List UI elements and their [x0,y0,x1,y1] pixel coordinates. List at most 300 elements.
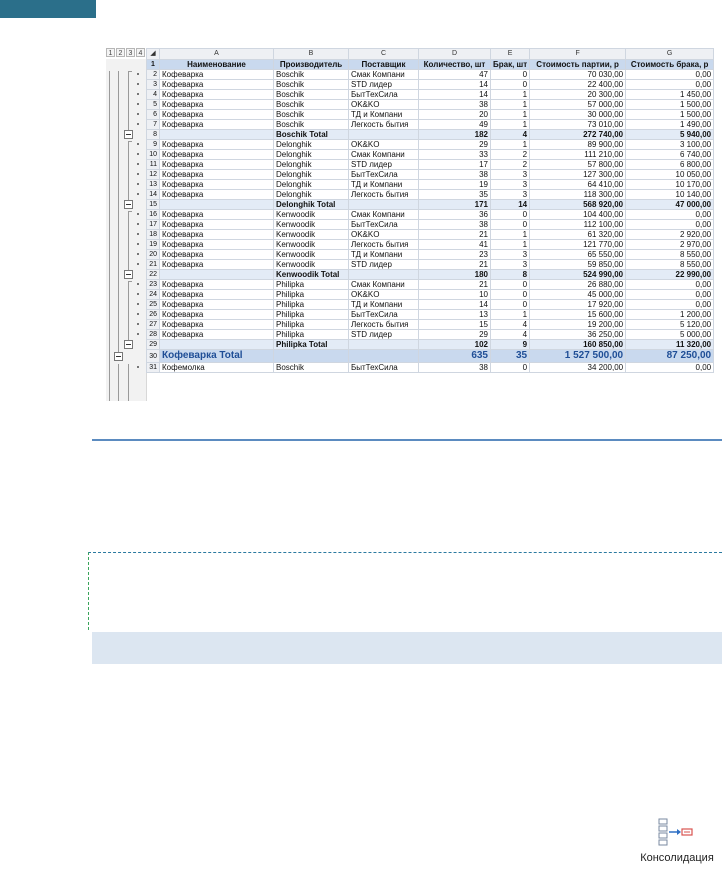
row-number[interactable]: 8 [147,130,160,140]
cell-f[interactable]: 118 300,00 [530,190,626,200]
row-number[interactable]: 1 [147,60,160,70]
cell-g[interactable]: 47 000,00 [626,200,714,210]
outline-detail-marker [137,263,139,265]
cell-g[interactable]: 2 920,00 [626,230,714,240]
cell-d[interactable]: 41 [419,240,491,250]
cell-a[interactable] [160,130,274,140]
cell-c[interactable]: БытТехСила [349,310,419,320]
outline-level-2-button[interactable]: 2 [116,48,125,57]
cell-f[interactable]: 64 410,00 [530,180,626,190]
cell-c[interactable]: Легкость бытия [349,320,419,330]
cell-c[interactable] [349,350,419,363]
cell-e[interactable]: 1 [491,110,530,120]
cell-f[interactable]: 57 800,00 [530,160,626,170]
cell-b[interactable]: Boschik [274,100,349,110]
field-header[interactable]: Производитель [274,60,349,70]
cell-a[interactable]: Кофеварка [160,280,274,290]
row-number[interactable]: 11 [147,160,160,170]
table-row [147,100,714,110]
cell-c[interactable] [349,270,419,280]
cell-a[interactable]: Кофеварка [160,80,274,90]
cell-d[interactable]: 21 [419,260,491,270]
cell-d[interactable]: 33 [419,150,491,160]
cell-d[interactable]: 23 [419,250,491,260]
cell-g[interactable]: 3 100,00 [626,140,714,150]
outline-detail-marker [137,193,139,195]
cell-b[interactable]: Philipka [274,330,349,340]
cell-d[interactable]: 21 [419,230,491,240]
cell-b[interactable]: Delonghik [274,190,349,200]
table-row [147,140,714,150]
cell-f[interactable]: 36 250,00 [530,330,626,340]
cell-a[interactable]: Кофеварка [160,260,274,270]
cell-e[interactable]: 4 [491,130,530,140]
cell-e[interactable]: 3 [491,250,530,260]
cell-f[interactable]: 15 600,00 [530,310,626,320]
outline-group-bar [128,141,129,200]
cell-b[interactable]: Boschik [274,90,349,100]
cell-c[interactable]: Смак Компани [349,210,419,220]
cell-a[interactable]: Кофеварка [160,190,274,200]
column-header-b[interactable]: B [274,49,349,60]
cell-d[interactable]: 14 [419,300,491,310]
consolidation-button[interactable] [632,818,722,866]
outline-collapse-button-level-3[interactable] [124,200,133,209]
outline-collapse-button-level-3[interactable] [124,270,133,279]
cell-d[interactable]: 38 [419,170,491,180]
cell-d[interactable]: 14 [419,90,491,100]
cell-d[interactable]: 17 [419,160,491,170]
cell-a[interactable]: Кофеварка [160,140,274,150]
cell-f[interactable]: 20 300,00 [530,90,626,100]
table-row [147,220,714,230]
field-header[interactable]: Поставщик [349,60,419,70]
cell-a[interactable]: Кофеварка [160,120,274,130]
cell-a[interactable]: Кофеварка [160,150,274,160]
cell-c[interactable]: Смак Компани [349,150,419,160]
cell-f[interactable]: 45 000,00 [530,290,626,300]
outline-detail-marker [137,303,139,305]
cell-a[interactable]: Кофеварка [160,170,274,180]
outline-detail-marker [137,83,139,85]
cell-c[interactable] [349,200,419,210]
cell-b[interactable]: Delonghik [274,140,349,150]
table-row [147,90,714,100]
cell-g[interactable]: 10 050,00 [626,170,714,180]
cell-g[interactable]: 10 140,00 [626,190,714,200]
cell-g[interactable]: 0,00 [626,70,714,80]
cell-f[interactable]: 1 527 500,00 [530,350,626,363]
row-number[interactable]: 24 [147,290,160,300]
cell-g[interactable]: 11 320,00 [626,340,714,350]
cell-g[interactable]: 1 500,00 [626,110,714,120]
cell-f[interactable]: 65 550,00 [530,250,626,260]
cell-b[interactable]: Kenwoodik Total [274,270,349,280]
cell-a[interactable]: Кофеварка [160,100,274,110]
cell-e[interactable]: 14 [491,200,530,210]
row-number[interactable]: 15 [147,200,160,210]
cell-g[interactable]: 5 000,00 [626,330,714,340]
row-number[interactable]: 23 [147,280,160,290]
cell-b[interactable]: Kenwoodik [274,250,349,260]
cell-a[interactable] [160,340,274,350]
cell-c[interactable]: STD лидер [349,330,419,340]
cell-g[interactable]: 0,00 [626,300,714,310]
cell-e[interactable]: 3 [491,180,530,190]
outline-collapse-button-level-3[interactable] [124,130,133,139]
outline-collapse-button-level-3[interactable] [124,340,133,349]
outline-group-tick [128,281,132,282]
row-number[interactable]: 28 [147,330,160,340]
cell-g[interactable]: 8 550,00 [626,260,714,270]
cell-f[interactable]: 104 400,00 [530,210,626,220]
cell-f[interactable]: 59 850,00 [530,260,626,270]
table-row [147,160,714,170]
row-number[interactable]: 3 [147,80,160,90]
cell-c[interactable] [349,130,419,140]
cell-g[interactable]: 10 170,00 [626,180,714,190]
cell-a[interactable] [160,270,274,280]
outline-detail-marker [137,123,139,125]
consolidate-icon [657,818,697,848]
row-number[interactable]: 2 [147,70,160,80]
row-number[interactable]: 21 [147,260,160,270]
outline-gutter [106,59,147,401]
cell-g[interactable]: 0,00 [626,290,714,300]
row-number[interactable]: 25 [147,300,160,310]
cell-d[interactable]: 38 [419,100,491,110]
cell-g[interactable]: 22 990,00 [626,270,714,280]
cell-b[interactable]: Philipka [274,300,349,310]
cell-e[interactable]: 0 [491,80,530,90]
cell-g[interactable]: 5 940,00 [626,130,714,140]
field-header[interactable]: Брак, шт [491,60,530,70]
column-header-a[interactable]: A [160,49,274,60]
cell-g[interactable]: 1 200,00 [626,310,714,320]
cell-c[interactable]: ТД и Компани [349,300,419,310]
cell-c[interactable]: Смак Компани [349,280,419,290]
cell-a[interactable]: Кофеварка [160,310,274,320]
cell-e[interactable]: 9 [491,340,530,350]
cell-a[interactable]: Кофеварка [160,290,274,300]
field-header[interactable]: Стоимость партии, р [530,60,626,70]
cell-b[interactable]: Delonghik [274,160,349,170]
row-number[interactable]: 31 [147,363,160,373]
row-number[interactable]: 9 [147,140,160,150]
row-number[interactable]: 10 [147,150,160,160]
cell-d[interactable]: 35 [419,190,491,200]
cell-g[interactable]: 0,00 [626,363,714,373]
cell-d[interactable]: 47 [419,70,491,80]
cell-b[interactable]: Boschik [274,110,349,120]
cell-f[interactable]: 73 010,00 [530,120,626,130]
cell-d[interactable]: 29 [419,330,491,340]
cell-b[interactable]: Delonghik [274,150,349,160]
cell-d[interactable]: 635 [419,350,491,363]
cell-a[interactable]: Кофеварка [160,180,274,190]
row-number[interactable]: 29 [147,340,160,350]
cell-f[interactable]: 121 770,00 [530,240,626,250]
cell-g[interactable]: 87 250,00 [626,350,714,363]
cell-b[interactable]: Kenwoodik [274,260,349,270]
row-number[interactable]: 18 [147,230,160,240]
cell-g[interactable]: 6 740,00 [626,150,714,160]
cell-b[interactable]: Boschik Total [274,130,349,140]
cell-c[interactable]: STD лидер [349,80,419,90]
cell-d[interactable]: 19 [419,180,491,190]
row-number[interactable]: 7 [147,120,160,130]
cell-a[interactable]: Кофеварка [160,230,274,240]
cell-b[interactable]: Kenwoodik [274,240,349,250]
cell-e[interactable]: 0 [491,280,530,290]
cell-f[interactable]: 111 210,00 [530,150,626,160]
table-row [147,330,714,340]
cell-a[interactable]: Кофеварка [160,330,274,340]
cell-c[interactable]: OK&KO [349,230,419,240]
row-number[interactable]: 4 [147,90,160,100]
cell-e[interactable]: 1 [491,120,530,130]
cell-c[interactable]: STD лидер [349,260,419,270]
cell-d[interactable]: 13 [419,310,491,320]
cell-f[interactable]: 19 200,00 [530,320,626,330]
column-header-c[interactable]: C [349,49,419,60]
cell-c[interactable]: БытТехСила [349,170,419,180]
cell-b[interactable]: Philipka [274,310,349,320]
cell-a[interactable]: Кофеварка [160,300,274,310]
outline-level-1-button[interactable]: 1 [106,48,115,57]
cell-b[interactable]: Boschik [274,80,349,90]
cell-f[interactable]: 26 880,00 [530,280,626,290]
outline-level-3-button[interactable]: 3 [126,48,135,57]
column-header-f[interactable]: F [530,49,626,60]
cell-g[interactable]: 1 450,00 [626,90,714,100]
field-header[interactable]: Количество, шт [419,60,491,70]
cell-b[interactable]: Boschik [274,120,349,130]
shaded-band [92,632,722,664]
table-row [147,150,714,160]
cell-f[interactable]: 34 200,00 [530,363,626,373]
row-number[interactable]: 26 [147,310,160,320]
cell-b[interactable]: Kenwoodik [274,210,349,220]
cell-b[interactable]: Philipka [274,320,349,330]
cell-d[interactable]: 38 [419,220,491,230]
row-number[interactable]: 6 [147,110,160,120]
outline-collapse-button-level-2[interactable] [114,352,123,361]
cell-e[interactable]: 3 [491,260,530,270]
cell-d[interactable]: 182 [419,130,491,140]
cell-g[interactable]: 1 490,00 [626,120,714,130]
cell-e[interactable]: 35 [491,350,530,363]
cell-c[interactable]: OK&KO [349,290,419,300]
cell-f[interactable]: 127 300,00 [530,170,626,180]
cell-b[interactable]: Delonghik [274,180,349,190]
cell-e[interactable]: 8 [491,270,530,280]
cell-d[interactable]: 15 [419,320,491,330]
cell-d[interactable]: 49 [419,120,491,130]
cell-a[interactable]: Кофеварка Total [160,350,274,363]
cell-e[interactable]: 4 [491,330,530,340]
cell-c[interactable]: БытТехСила [349,90,419,100]
cell-c[interactable]: Смак Компани [349,70,419,80]
cell-e[interactable]: 0 [491,363,530,373]
outline-detail-marker [137,163,139,165]
cell-a[interactable]: Кофеварка [160,90,274,100]
cell-f[interactable]: 272 740,00 [530,130,626,140]
cell-b[interactable]: Boschik [274,70,349,80]
outline-detail-marker [137,313,139,315]
cell-b[interactable]: Kenwoodik [274,220,349,230]
column-header-g[interactable]: G [626,49,714,60]
cell-b[interactable]: Kenwoodik [274,230,349,240]
cell-c[interactable]: OK&KO [349,100,419,110]
row-number[interactable]: 12 [147,170,160,180]
cell-f[interactable]: 17 920,00 [530,300,626,310]
table-row [147,240,714,250]
cell-g[interactable]: 0,00 [626,280,714,290]
cell-c[interactable]: БытТехСила [349,220,419,230]
row-number[interactable]: 22 [147,270,160,280]
cell-d[interactable]: 14 [419,80,491,90]
cell-d[interactable]: 10 [419,290,491,300]
row-number[interactable]: 16 [147,210,160,220]
row-number[interactable]: 14 [147,190,160,200]
cell-c[interactable]: STD лидер [349,160,419,170]
table-row [147,190,714,200]
cell-g[interactable]: 8 550,00 [626,250,714,260]
column-header-e[interactable]: E [491,49,530,60]
field-header[interactable]: Наименование [160,60,274,70]
cell-c[interactable]: ТД и Компани [349,250,419,260]
cell-b[interactable]: Boschik [274,363,349,373]
cell-c[interactable]: ТД и Компани [349,180,419,190]
cell-d[interactable]: 180 [419,270,491,280]
row-number[interactable]: 20 [147,250,160,260]
cell-e[interactable]: 3 [491,170,530,180]
outline-detail-marker [137,153,139,155]
cell-f[interactable]: 70 030,00 [530,70,626,80]
row-number[interactable]: 27 [147,320,160,330]
cell-c[interactable]: БытТехСила [349,363,419,373]
cell-e[interactable]: 2 [491,150,530,160]
cell-e[interactable]: 0 [491,290,530,300]
cell-g[interactable]: 0,00 [626,210,714,220]
row-number[interactable]: 5 [147,100,160,110]
cell-e[interactable]: 1 [491,90,530,100]
row-number[interactable]: 30 [147,350,160,363]
outline-group-bar [128,211,129,270]
cell-c[interactable]: Легкость бытия [349,190,419,200]
cell-d[interactable]: 38 [419,363,491,373]
outline-detail-marker [137,73,139,75]
cell-b[interactable]: Philipka [274,290,349,300]
cell-a[interactable]: Кофеварка [160,240,274,250]
cell-f[interactable]: 524 990,00 [530,270,626,280]
cell-a[interactable]: Кофеварка [160,220,274,230]
cell-e[interactable]: 3 [491,190,530,200]
cell-b[interactable]: Delonghik Total [274,200,349,210]
cell-a[interactable]: Кофемолка [160,363,274,373]
cell-e[interactable]: 0 [491,300,530,310]
select-all-corner[interactable]: ◢ [147,49,160,60]
cell-b[interactable]: Philipka [274,280,349,290]
cell-c[interactable]: ТД и Компани [349,110,419,120]
outline-group-tick [128,141,132,142]
cell-c[interactable]: OK&KO [349,140,419,150]
cell-e[interactable]: 4 [491,320,530,330]
cell-b[interactable]: Philipka Total [274,340,349,350]
outline-group-bar [128,364,129,401]
cell-a[interactable]: Кофеварка [160,110,274,120]
cell-g[interactable]: 0,00 [626,80,714,90]
outline-group-bar [128,71,129,130]
cell-e[interactable]: 1 [491,140,530,150]
cell-g[interactable]: 0,00 [626,220,714,230]
cell-f[interactable]: 112 100,00 [530,220,626,230]
cell-a[interactable]: Кофеварка [160,70,274,80]
cell-e[interactable]: 1 [491,230,530,240]
cell-e[interactable]: 0 [491,220,530,230]
cell-c[interactable]: Легкость бытия [349,240,419,250]
cell-g[interactable]: 1 500,00 [626,100,714,110]
column-header-d[interactable]: D [419,49,491,60]
outline-detail-marker [137,103,139,105]
cell-d[interactable]: 171 [419,200,491,210]
cell-e[interactable]: 0 [491,210,530,220]
row-number[interactable]: 17 [147,220,160,230]
cell-g[interactable]: 5 120,00 [626,320,714,330]
cell-a[interactable]: Кофеварка [160,210,274,220]
cell-b[interactable]: Delonghik [274,170,349,180]
cell-f[interactable]: 89 900,00 [530,140,626,150]
cell-d[interactable]: 29 [419,140,491,150]
cell-a[interactable]: Кофеварка [160,250,274,260]
cell-d[interactable]: 102 [419,340,491,350]
cell-f[interactable]: 57 000,00 [530,100,626,110]
cell-f[interactable]: 568 920,00 [530,200,626,210]
cell-g[interactable]: 6 800,00 [626,160,714,170]
table-row [147,280,714,290]
cell-e[interactable]: 1 [491,100,530,110]
cell-f[interactable]: 22 400,00 [530,80,626,90]
grand-total-row [147,350,714,363]
table-row [147,310,714,320]
cell-b[interactable] [274,350,349,363]
row-number[interactable]: 13 [147,180,160,190]
cell-d[interactable]: 21 [419,280,491,290]
cell-a[interactable] [160,200,274,210]
cell-e[interactable]: 1 [491,310,530,320]
field-header[interactable]: Стоимость брака, р [626,60,714,70]
cell-e[interactable]: 2 [491,160,530,170]
cell-g[interactable]: 2 970,00 [626,240,714,250]
cell-d[interactable]: 20 [419,110,491,120]
outline-group-tick [128,71,132,72]
table-row [147,70,714,80]
cell-f[interactable]: 61 320,00 [530,230,626,240]
cell-a[interactable]: Кофеварка [160,160,274,170]
cell-e[interactable]: 1 [491,240,530,250]
row-number[interactable]: 19 [147,240,160,250]
cell-d[interactable]: 36 [419,210,491,220]
cell-a[interactable]: Кофеварка [160,320,274,330]
cell-f[interactable]: 160 850,00 [530,340,626,350]
outline-level-4-button[interactable]: 4 [136,48,145,57]
cell-c[interactable] [349,340,419,350]
table-row [147,250,714,260]
cell-e[interactable]: 0 [491,70,530,80]
cell-f[interactable]: 30 000,00 [530,110,626,120]
cell-c[interactable]: Легкость бытия [349,120,419,130]
